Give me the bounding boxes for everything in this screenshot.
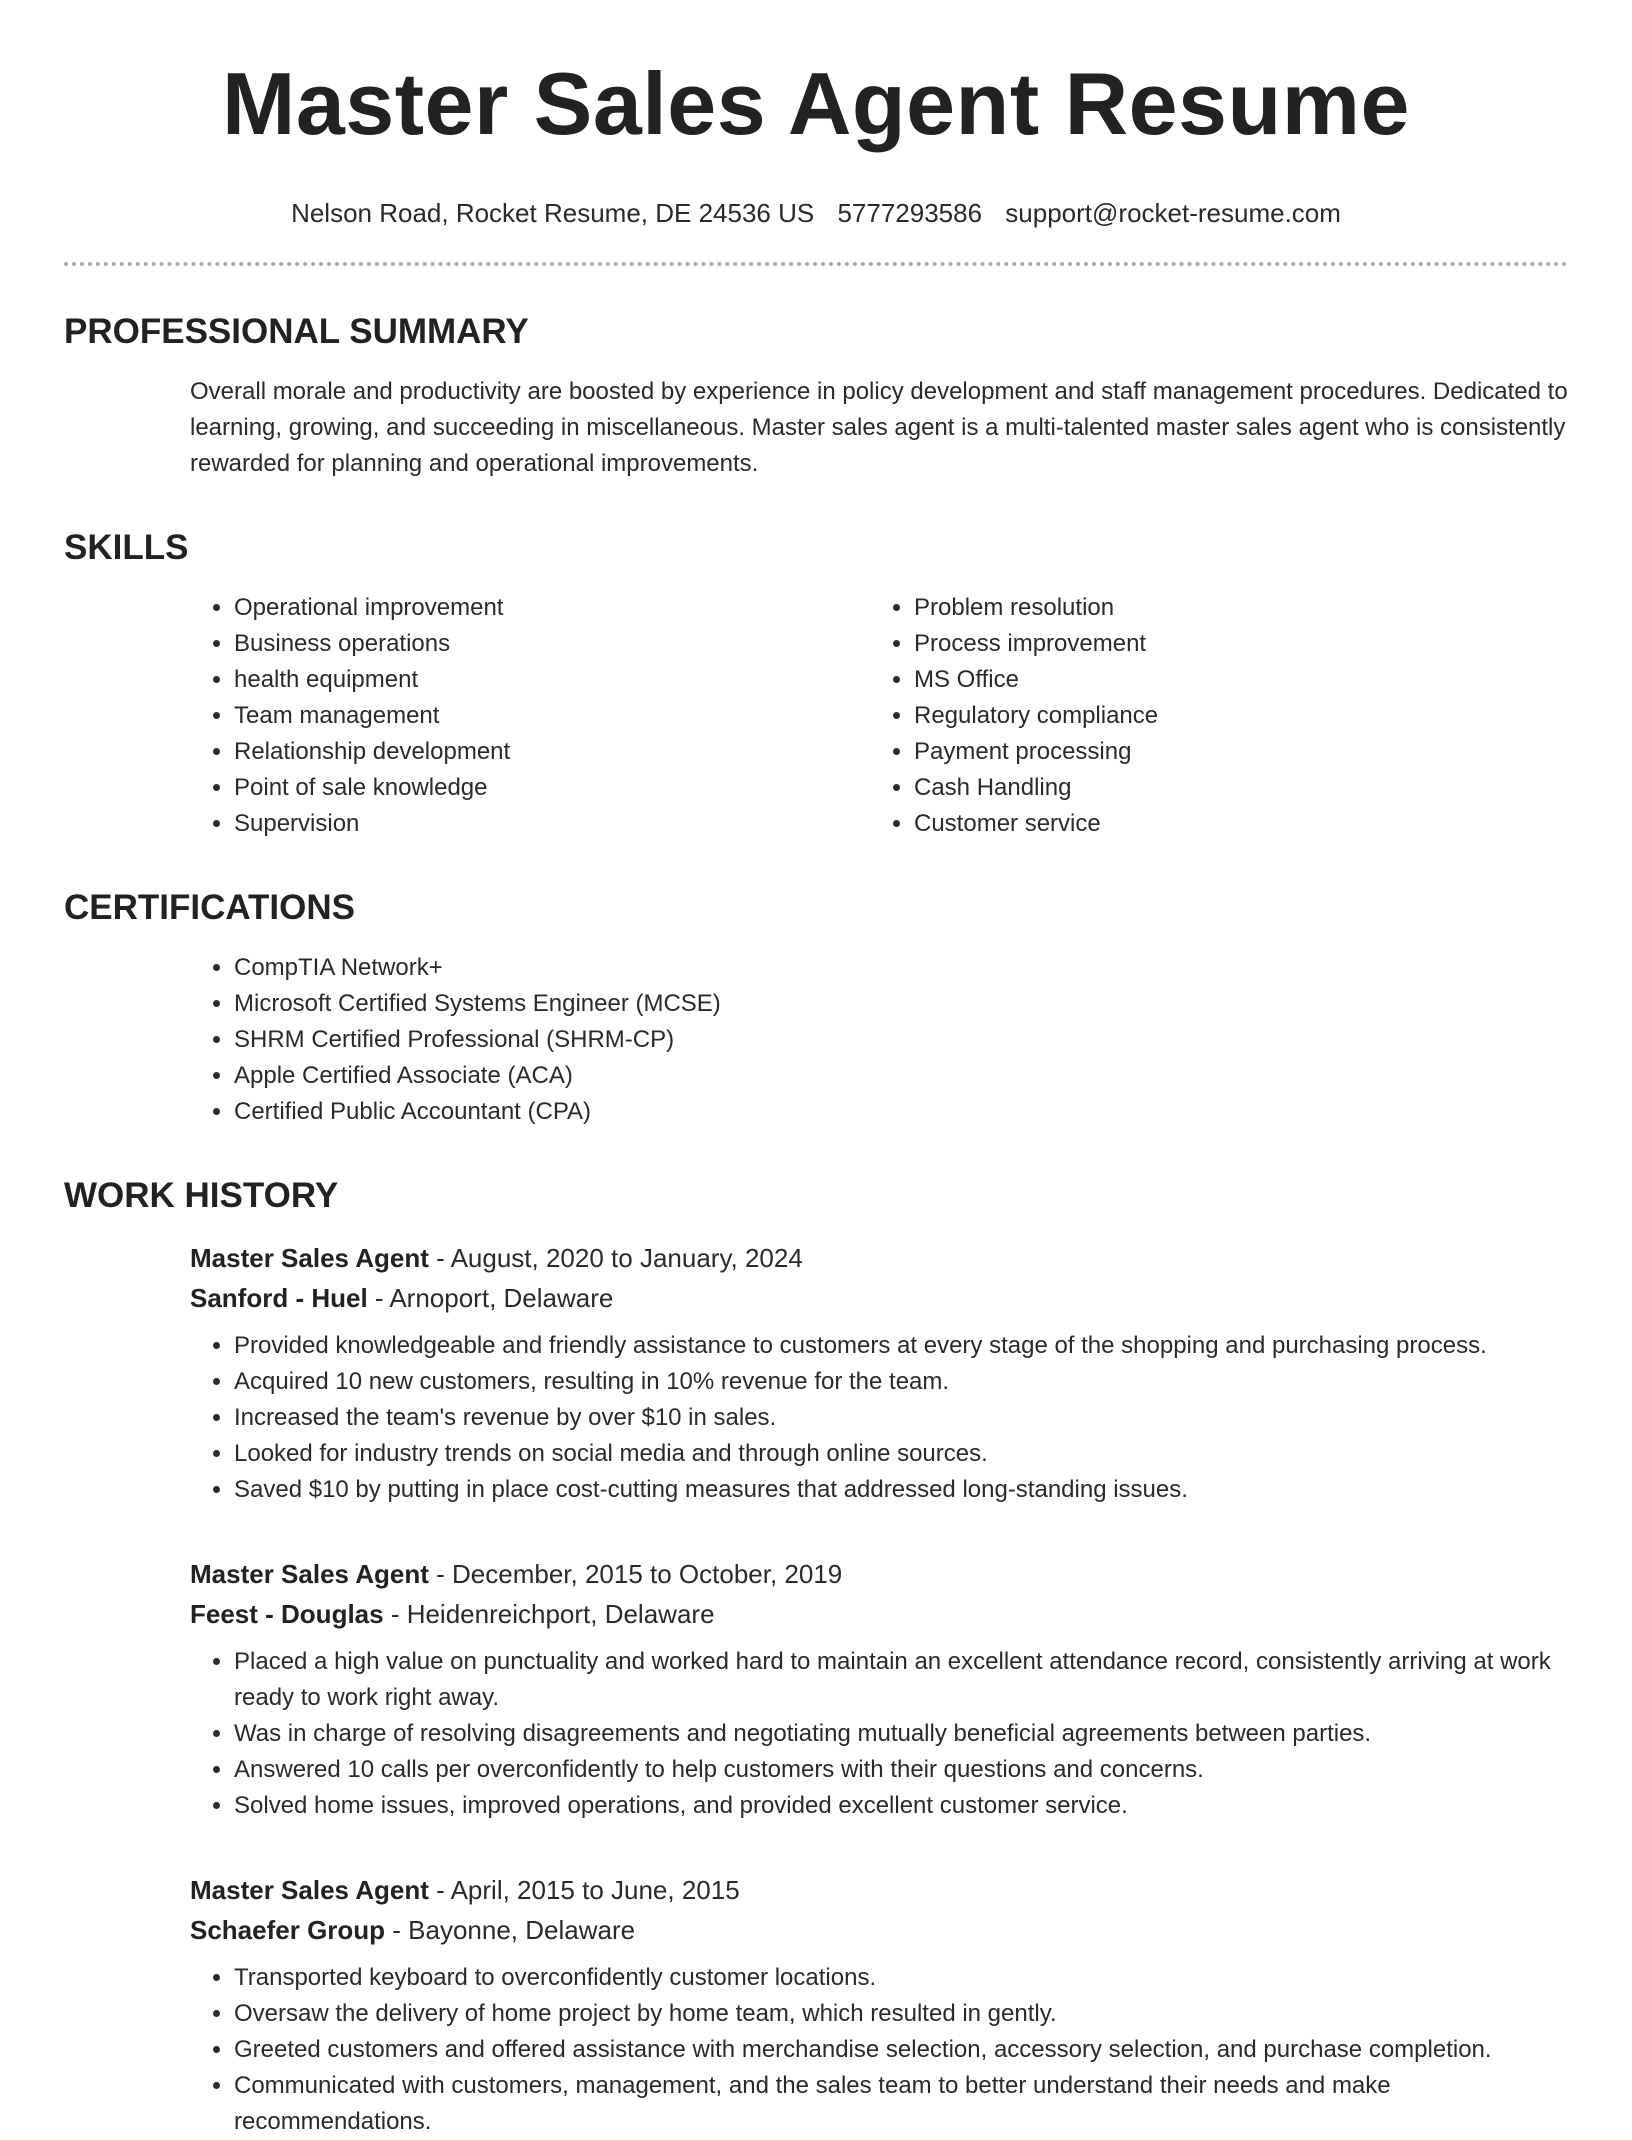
certifications-section <box>64 886 1568 1130</box>
job-dates: - April, 2015 to June, 2015 <box>428 1875 740 1905</box>
job-dates: - August, 2020 to January, 2024 <box>428 1243 803 1273</box>
skills-list-left <box>190 590 870 842</box>
job-role: Master Sales Agent <box>190 1243 429 1273</box>
list-item: • Relationship development <box>234 734 870 770</box>
list-item: • Team management <box>234 698 870 734</box>
summary-heading: PROFESSIONAL SUMMARY <box>64 312 529 351</box>
job-role-line <box>190 1554 1568 1594</box>
contact-address: Nelson Road, Rocket Resume, DE 24536 US <box>291 198 815 228</box>
certifications-heading: CERTIFICATIONS <box>64 888 356 927</box>
list-item: • Placed a high value on punctuality and worked hard to maintain an excellent attendance record, consistently arriving at work ready to work right away. <box>234 1644 1568 1716</box>
list-item: • Customer service <box>914 806 1550 842</box>
list-item: • Apple Certified Associate (ACA) <box>234 1058 1568 1094</box>
skills-heading: SKILLS <box>64 528 189 567</box>
job-entry <box>64 1870 1568 2140</box>
skills-list-right <box>870 590 1550 842</box>
contact-phone: 5777293586 <box>837 198 983 228</box>
list-item: • Problem resolution <box>914 590 1550 626</box>
list-item: • Communicated with customers, management, and the sales team to better understand their needs and make recommendations. <box>234 2068 1568 2140</box>
list-item: • MS Office <box>914 662 1550 698</box>
resume-header <box>64 0 1568 266</box>
work-history-section <box>64 1174 1568 2140</box>
job-bullets <box>190 1328 1568 1508</box>
list-item: • Operational improvement <box>234 590 870 626</box>
list-item: • Solved home issues, improved operations, and provided excellent customer service. <box>234 1788 1568 1824</box>
list-item: • Point of sale knowledge <box>234 770 870 806</box>
job-entry <box>64 1238 1568 1508</box>
list-item: • Greeted customers and offered assistance with merchandise selection, accessory selection, and purchase completion. <box>234 2032 1568 2068</box>
list-item: • Transported keyboard to overconfidently customer locations. <box>234 1960 1568 1996</box>
job-company-line <box>190 1278 1568 1318</box>
job-role-line <box>190 1870 1568 1910</box>
job-role: Master Sales Agent <box>190 1875 429 1905</box>
skills-section <box>64 526 1568 842</box>
job-dates: - December, 2015 to October, 2019 <box>428 1559 843 1589</box>
summary-text: Overall morale and productivity are boosted by experience in policy development and staff management procedures. Dedicated to learning, growing, and succeeding in miscellaneous. Master sales agent is a multi-talented master sales agent who is consistently rewarded for planning and operational improvements. <box>190 378 1568 477</box>
list-item: • SHRM Certified Professional (SHRM-CP) <box>234 1022 1568 1058</box>
job-company-line <box>190 1910 1568 1950</box>
list-item: • Saved $10 by putting in place cost-cutting measures that addressed long-standing issues. <box>234 1472 1568 1508</box>
list-item: • Answered 10 calls per overconfidently to help customers with their questions and concerns. <box>234 1752 1568 1788</box>
list-item: • Regulatory compliance <box>914 698 1550 734</box>
certifications-body <box>64 950 1568 1130</box>
list-item: • Oversaw the delivery of home project by home team, which resulted in gently. <box>234 1996 1568 2032</box>
list-item: • Microsoft Certified Systems Engineer (MCSE) <box>234 986 1568 1022</box>
list-item: • Payment processing <box>914 734 1550 770</box>
contact-email: support@rocket-resume.com <box>1005 198 1341 228</box>
list-item: • Supervision <box>234 806 870 842</box>
list-item: • Provided knowledgeable and friendly assistance to customers at every stage of the shopping and purchasing process. <box>234 1328 1568 1364</box>
certifications-list <box>190 950 1568 1130</box>
list-item: • health equipment <box>234 662 870 698</box>
list-item: • Process improvement <box>914 626 1550 662</box>
skills-columns <box>64 590 1568 842</box>
list-item: • CompTIA Network+ <box>234 950 1568 986</box>
list-item: • Increased the team's revenue by over $10 in sales. <box>234 1400 1568 1436</box>
list-item: • Business operations <box>234 626 870 662</box>
job-role-line <box>190 1238 1568 1278</box>
list-item: • Was in charge of resolving disagreements and negotiating mutually beneficial agreements between parties. <box>234 1716 1568 1752</box>
work-history-heading: WORK HISTORY <box>64 1176 339 1215</box>
header-divider <box>64 262 1568 266</box>
job-bullets <box>190 1960 1568 2140</box>
summary-section <box>64 310 1568 482</box>
job-entry <box>64 1554 1568 1824</box>
list-item: • Certified Public Accountant (CPA) <box>234 1094 1568 1130</box>
job-role: Master Sales Agent <box>190 1559 429 1589</box>
contact-line <box>64 196 1568 230</box>
job-location: - Arnoport, Delaware <box>367 1283 614 1313</box>
job-company: Sanford - Huel <box>190 1283 368 1313</box>
job-location: - Bayonne, Delaware <box>385 1915 636 1945</box>
job-location: - Heidenreichport, Delaware <box>383 1599 715 1629</box>
list-item: • Looked for industry trends on social media and through online sources. <box>234 1436 1568 1472</box>
list-item: • Cash Handling <box>914 770 1550 806</box>
job-company-line <box>190 1594 1568 1634</box>
list-item: • Acquired 10 new customers, resulting in 10% revenue for the team. <box>234 1364 1568 1400</box>
job-company: Schaefer Group <box>190 1915 386 1945</box>
page-title: Master Sales Agent Resume <box>222 54 1410 153</box>
job-company: Feest - Douglas <box>190 1599 384 1629</box>
job-bullets <box>190 1644 1568 1824</box>
